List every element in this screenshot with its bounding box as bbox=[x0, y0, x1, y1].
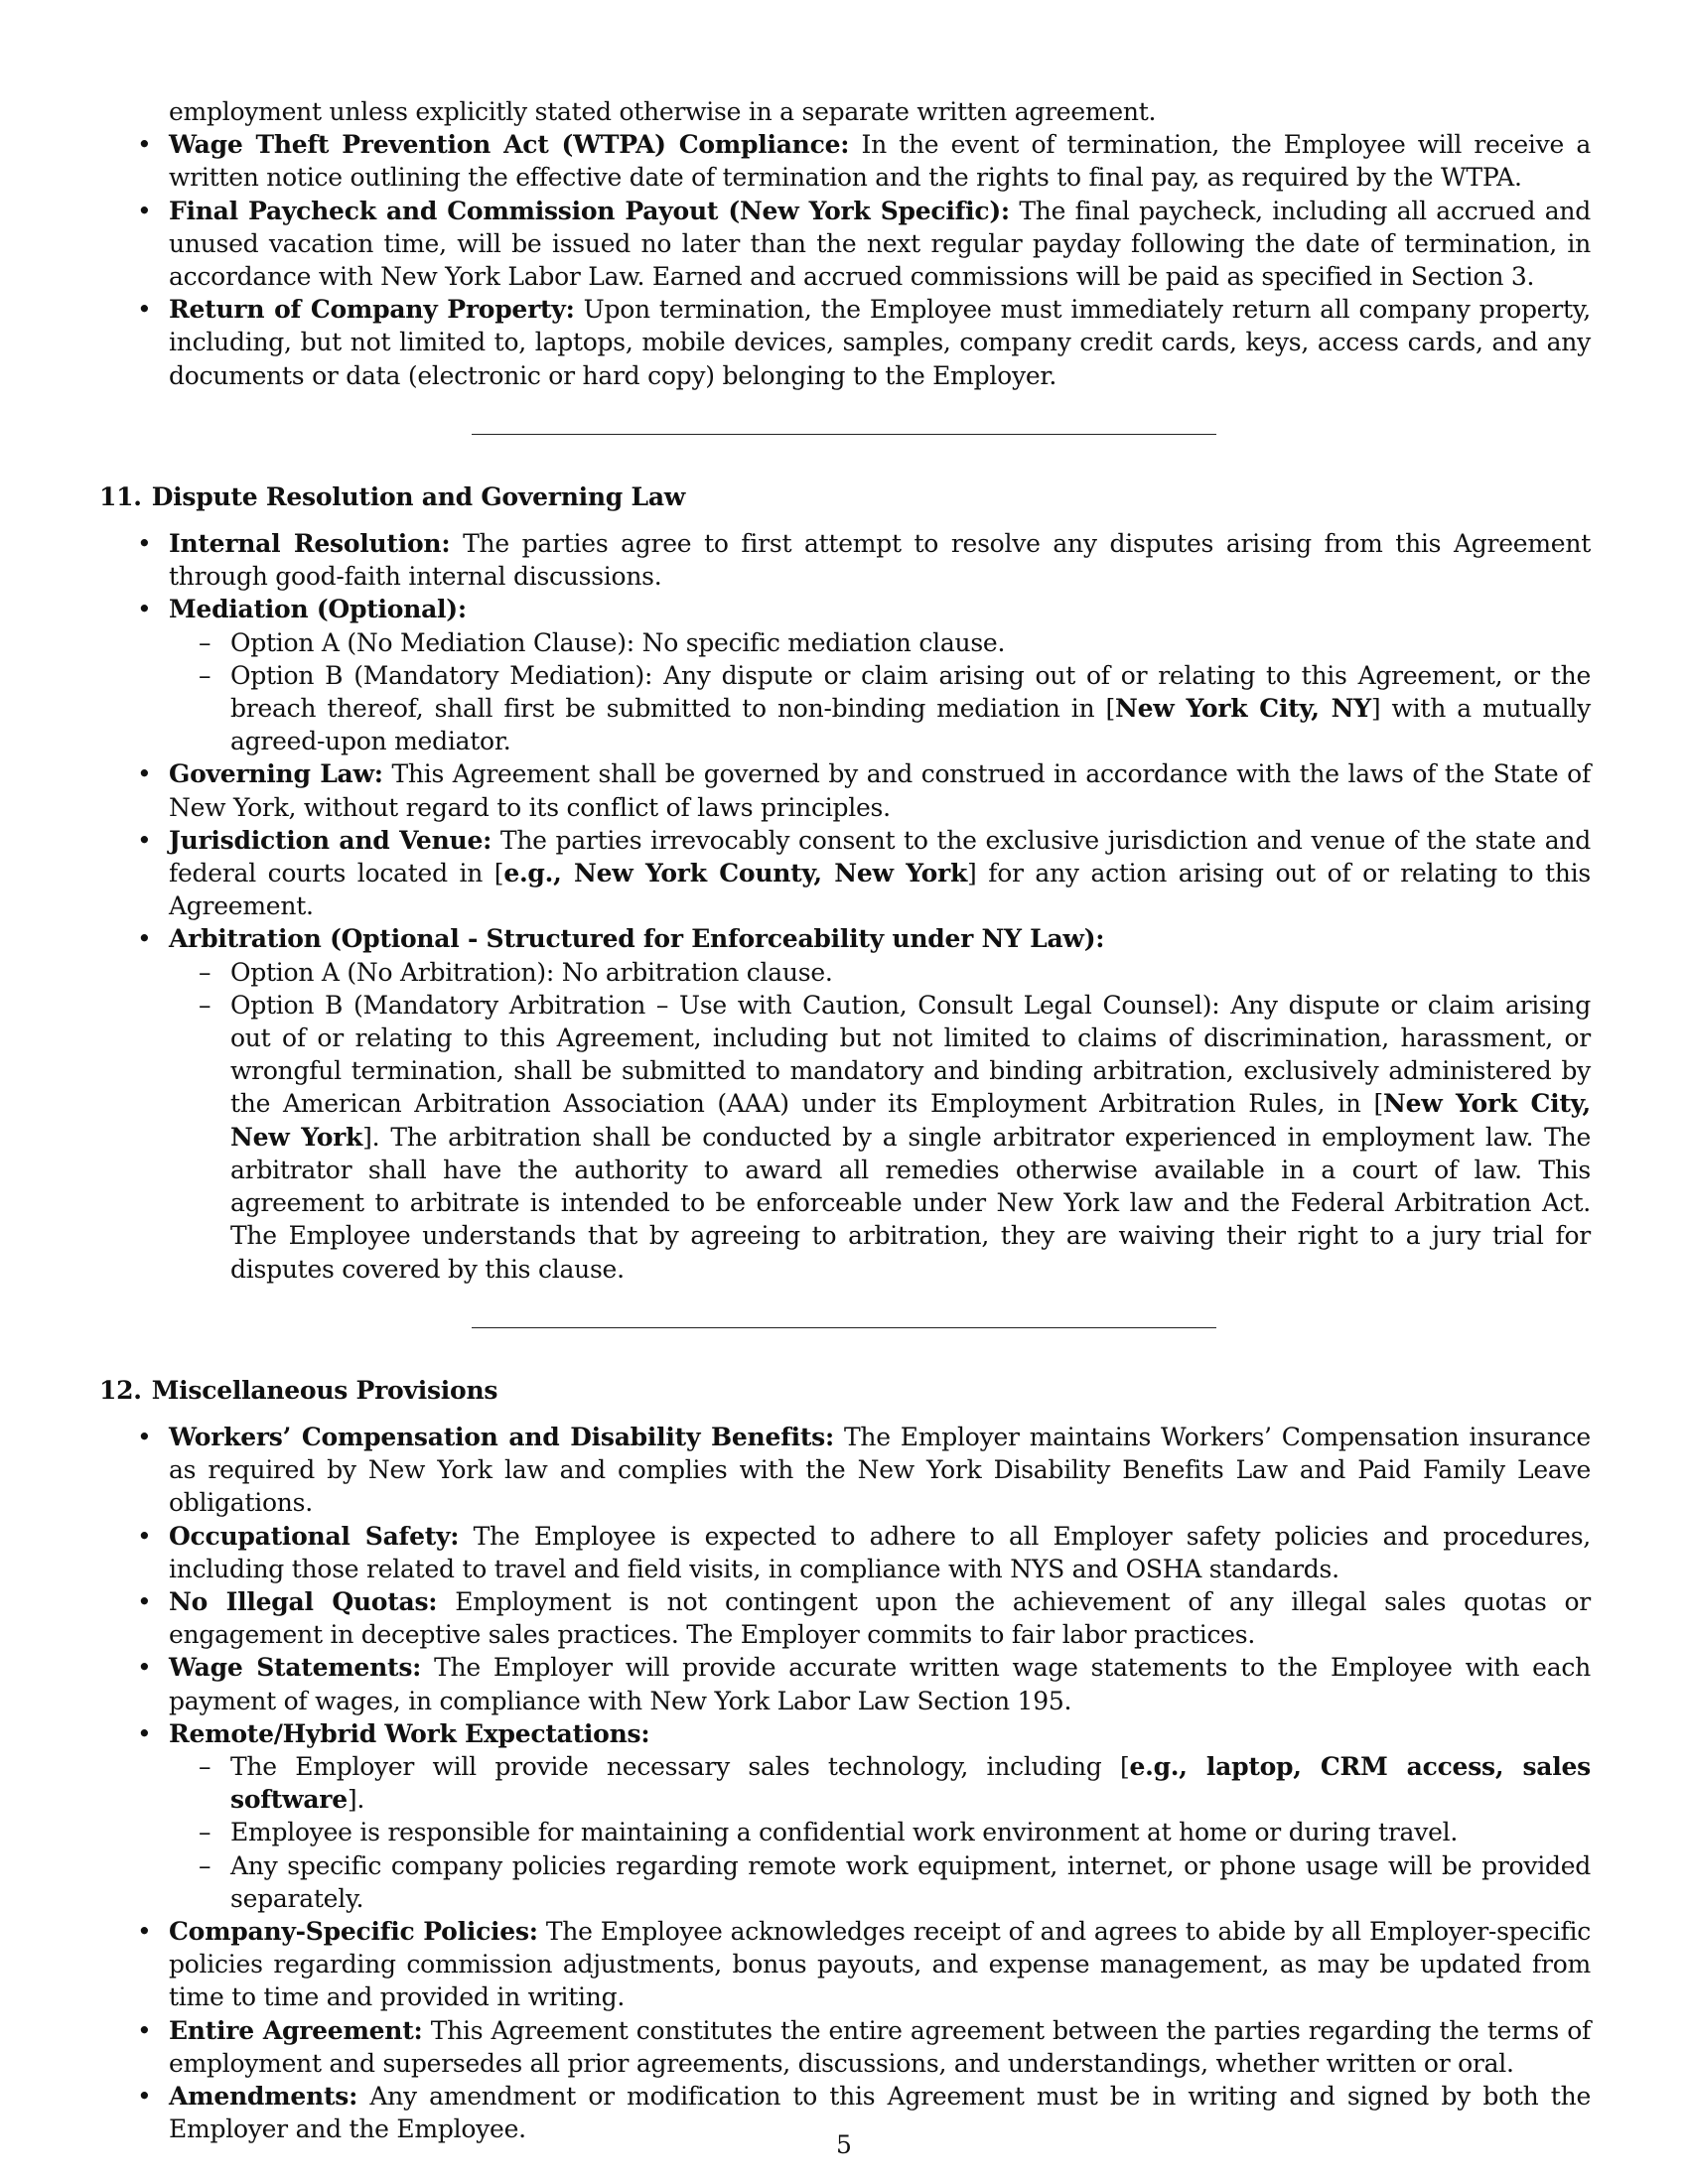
sub-item bbox=[169, 989, 1591, 1286]
item-label: Governing Law: bbox=[169, 759, 383, 789]
item-label: Occupational Safety: bbox=[169, 1521, 460, 1551]
item-label: Mediation (Optional): bbox=[169, 595, 467, 624]
list-item bbox=[99, 1520, 1591, 1585]
list-item bbox=[99, 527, 1591, 593]
section-number: 12. bbox=[99, 1375, 142, 1405]
sub-text: ]. bbox=[347, 1785, 365, 1815]
document-page bbox=[99, 95, 1591, 2145]
sub-list bbox=[169, 956, 1591, 1286]
item-text: The Employer maintains Workers’ Compensation insurance as required by New York law and complies with the New York Disability Benefits Law and Paid Family Leave obligations. bbox=[169, 1422, 1591, 1518]
sub-item: – Employee is responsible for maintaining a confidential work environment at home or during travel. bbox=[169, 1816, 1591, 1848]
section-heading bbox=[99, 480, 1591, 513]
item-label: Remote/Hybrid Work Expectations: bbox=[169, 1718, 650, 1748]
item-label: Amendments: bbox=[169, 2081, 358, 2111]
list-item bbox=[99, 1717, 1591, 1915]
item-text: The Employee acknowledges receipt of and agrees to abide by all Employer-specific policies regarding commission adjustments, bonus payouts, and expense management, as may be updated from time to time and provided in writing. bbox=[169, 1916, 1591, 2012]
item-text: The Employer will provide accurate written wage statements to the Employee with each payment of wages, in compliance with New York Labor Law Section 195. bbox=[169, 1653, 1591, 1715]
list-item bbox=[99, 1651, 1591, 1716]
continuation-text: employment unless explicitly stated otherwise in a separate written agreement. bbox=[169, 97, 1157, 126]
item-label: Final Paycheck and Commission Payout (New York Specific): bbox=[169, 196, 1010, 225]
item-label: Jurisdiction and Venue: bbox=[169, 825, 492, 855]
sub-text: The Employer will provide necessary sales technology, including [ bbox=[230, 1751, 1130, 1781]
placeholder-value: New York City, New York bbox=[230, 1089, 1591, 1152]
item-text: The parties agree to first attempt to resolve any disputes arising from this Agreement through good-faith internal discussions. bbox=[169, 529, 1591, 592]
list-item bbox=[99, 1915, 1591, 2014]
placeholder-value: e.g., New York County, New York bbox=[503, 859, 968, 888]
section-11-list bbox=[99, 527, 1591, 1286]
section-title: Miscellaneous Provisions bbox=[151, 1375, 498, 1405]
list-item bbox=[99, 195, 1591, 294]
sub-item: – Any specific company policies regarding remote work equipment, internet, or phone usage will be provided separately. bbox=[169, 1849, 1591, 1915]
item-text: Employment is not contingent upon the achievement of any illegal sales quotas or engagement in deceptive sales practices. The Employer commits to fair labor practices. bbox=[169, 1586, 1591, 1650]
section-heading bbox=[99, 1374, 1591, 1407]
list-item bbox=[99, 824, 1591, 923]
sub-text: Option B (Mandatory Arbitration – Use with Caution, Consult Legal Counsel): Any dispute or claim arising out of or relating to this Agreement, including but not limited to claims of discrimination, harassment, or wrongful termination, shall be submitted to mandatory and binding arbitration, exclusively administered by the American Arbitration Association (AAA) under its Employment Arbitration Rules, in [ bbox=[230, 990, 1591, 1119]
item-text: Any amendment or modification to this Agreement must be in writing and signed by both the Employer and the Employee. bbox=[169, 2081, 1591, 2144]
item-text: This Agreement shall be governed by and construed in accordance with the laws of the State of New York, without regard to its conflict of laws principles. bbox=[169, 759, 1591, 822]
list-item bbox=[99, 593, 1591, 757]
list-item bbox=[99, 1585, 1591, 1651]
item-label: Entire Agreement: bbox=[169, 2015, 423, 2045]
list-item bbox=[99, 757, 1591, 823]
page-number: 5 bbox=[836, 2130, 852, 2159]
section-12-list bbox=[99, 1421, 1591, 2145]
item-text: The final paycheck, including all accrued and unused vacation time, will be issued no later than the next regular payday following the date of termination, in accordance with New York Labor Law. Earned and accrued commissions will be paid as specified in Section 3. bbox=[169, 196, 1591, 292]
item-text: Upon termination, the Employee must immediately return all company property, including, but not limited to, laptops, mobile devices, samples, company credit cards, keys, access cards, and any documents or data (electronic or hard copy) belonging to the Employer. bbox=[169, 295, 1591, 390]
sub-text: ] with a mutually agreed-upon mediator. bbox=[230, 694, 1592, 756]
list-item bbox=[99, 2014, 1591, 2080]
item-label: Wage Statements: bbox=[169, 1653, 422, 1683]
sub-item: – Option A (No Arbitration): No arbitration clause. bbox=[169, 956, 1591, 989]
item-label: Arbitration (Optional - Structured for Enforceability under NY Law): bbox=[169, 924, 1105, 954]
list-item bbox=[99, 1421, 1591, 1520]
placeholder-value: e.g., laptop, CRM access, sales software bbox=[230, 1751, 1591, 1815]
item-label: Internal Resolution: bbox=[169, 529, 451, 559]
item-text: The parties irrevocably consent to the exclusive jurisdiction and venue of the state and federal courts located in [ bbox=[169, 825, 1591, 888]
section-divider bbox=[472, 1327, 1216, 1328]
item-text: ] for any action arising out of or relating to this Agreement. bbox=[169, 859, 1591, 921]
item-label: Wage Theft Prevention Act (WTPA) Compliance: bbox=[169, 130, 850, 160]
sub-list bbox=[169, 1750, 1591, 1915]
item-text: The Employee is expected to adhere to all Employer safety policies and procedures, including those related to travel and field visits, in compliance with NYS and OSHA standards. bbox=[169, 1521, 1591, 1583]
sub-text: ]. The arbitration shall be conducted by a single arbitrator experienced in employment law. The arbitrator shall have the authority to award all remedies otherwise available in a court of law. This agreement to arbitrate is intended to be enforceable under New York law and the Federal Arbitration Act. The Employee understands that by agreeing to arbitration, they are waiving their right to a jury trial for disputes covered by this clause. bbox=[230, 1122, 1592, 1284]
termination-list bbox=[99, 128, 1591, 392]
section-number: 11. bbox=[99, 481, 142, 511]
list-item bbox=[99, 128, 1591, 194]
list-item bbox=[99, 293, 1591, 392]
item-label: Workers’ Compensation and Disability Benefits: bbox=[169, 1422, 834, 1451]
item-label: Company-Specific Policies: bbox=[169, 1916, 538, 1946]
item-text: In the event of termination, the Employee will receive a written notice outlining the effective date of termination and the rights to final pay, as required by the WTPA. bbox=[169, 130, 1591, 193]
item-label: No Illegal Quotas: bbox=[169, 1586, 438, 1616]
sub-item bbox=[169, 1750, 1591, 1816]
sub-list bbox=[169, 626, 1591, 758]
sub-text: Option B (Mandatory Mediation): Any dispute or claim arising out of or relating to this Agreement, or the breach thereof, shall first be submitted to non-binding mediation in [ bbox=[230, 660, 1591, 724]
item-text: This Agreement constitutes the entire agreement between the parties regarding the terms of employment and supersedes all prior agreements, discussions, and understandings, whether written or oral. bbox=[169, 2015, 1591, 2078]
sub-item: – Option A (No Mediation Clause): No specific mediation clause. bbox=[169, 626, 1591, 659]
sub-item bbox=[169, 659, 1591, 758]
item-label: Return of Company Property: bbox=[169, 295, 575, 325]
placeholder-value: New York City, NY bbox=[1115, 694, 1371, 724]
section-divider bbox=[472, 434, 1216, 435]
list-item bbox=[99, 922, 1591, 1285]
section-title: Dispute Resolution and Governing Law bbox=[151, 481, 686, 511]
